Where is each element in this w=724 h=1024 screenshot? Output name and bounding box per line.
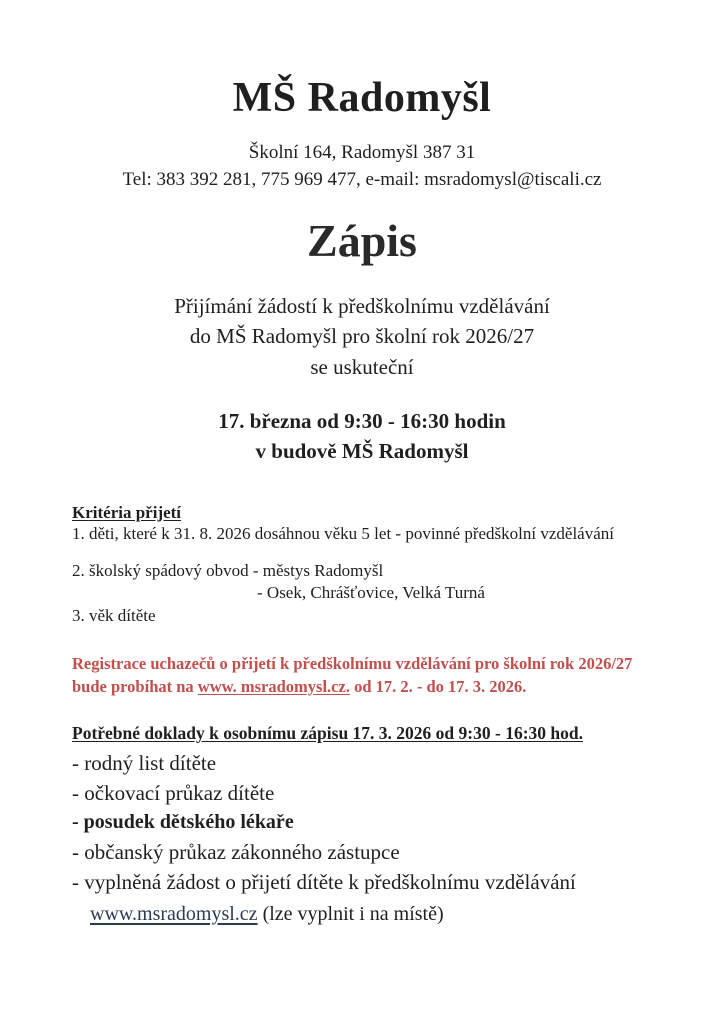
school-name-title: MŠ Radomyšl <box>232 75 492 121</box>
required-documents-section <box>72 723 684 928</box>
list-item: - rodný list dítěte <box>72 750 217 775</box>
list-item: - očkovací průkaz dítěte <box>72 781 275 806</box>
registration-line-1: Registrace uchazečů o přijetí k předškolnímu vzdělávání pro školní rok 2026/27 <box>72 654 633 674</box>
event-datetime: 17. března od 9:30 - 16:30 hodin <box>218 408 506 433</box>
intro-line-3: se uskuteční <box>310 354 414 379</box>
school-address: Školní 164, Radomyšl 387 31 <box>248 142 476 164</box>
intro-paragraph <box>0 291 724 382</box>
intro-line-1: Přijímání žádostí k předškolnímu vzdělávání <box>174 293 550 318</box>
event-datetime-block <box>0 407 724 467</box>
event-location: v budově MŠ Radomyšl <box>255 438 469 463</box>
criteria-item-2: 2. školský spádový obvod - městys Radomyšl <box>72 561 384 580</box>
registration-prefix: bude probíhat na <box>72 677 198 697</box>
criteria-item-1: 1. děti, které k 31. 8. 2026 dosáhnou věku 5 let - povinné předškolní vzdělávání <box>72 523 614 543</box>
spacer <box>72 545 684 560</box>
school-contact: Tel: 383 392 281, 775 969 477, e-mail: msradomysl@tiscali.cz <box>122 169 602 191</box>
criteria-item-2-continuation: - Osek, Chrášťovice, Velká Turná <box>257 583 485 603</box>
criteria-heading: Kritéria přijetí <box>72 502 182 522</box>
documents-heading: Potřebné doklady k osobnímu zápisu 17. 3. 2026 od 9:30 - 16:30 hod. <box>72 722 583 743</box>
registration-url-link[interactable]: www. msradomysl.cz. <box>197 677 350 697</box>
registration-suffix: od 17. 2. - do 17. 3. 2026. <box>349 677 527 697</box>
list-item: - posudek dětského lékaře <box>72 811 294 834</box>
application-form-link[interactable]: www.msradomysl.cz <box>90 902 258 925</box>
application-form-note: (lze vyplnit i na místě) <box>262 902 444 925</box>
contact-block <box>0 140 724 194</box>
criteria-item-3: 3. věk dítěte <box>72 605 156 625</box>
documents-list <box>72 748 684 898</box>
registration-line-2 <box>72 676 684 699</box>
criteria-section <box>72 503 684 628</box>
list-item: - vyplněná žádost o přijetí dítěte k předškolnímu vzdělávání <box>72 870 576 895</box>
registration-notice <box>72 653 684 699</box>
list-item: - občanský průkaz zákonného zástupce <box>72 840 400 865</box>
body-content <box>0 503 724 928</box>
document-title: Zápis <box>307 215 417 267</box>
intro-line-2: do MŠ Radomyšl pro školní rok 2026/27 <box>189 324 535 349</box>
application-form-row <box>72 900 684 928</box>
